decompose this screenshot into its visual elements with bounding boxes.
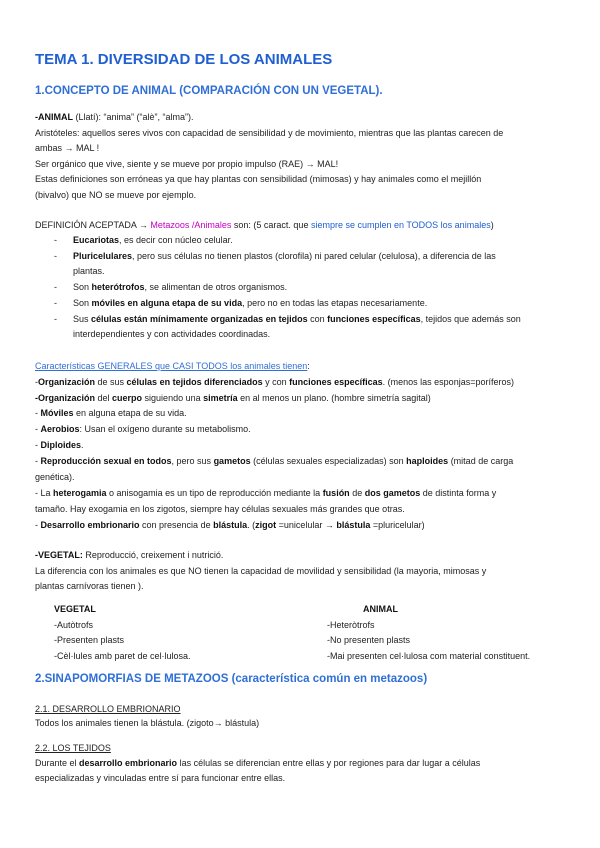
line-text: =unicelular →: [276, 520, 337, 530]
line-bold: haploides: [406, 456, 449, 466]
line-text: en al menos un plano. (hombre simetría sagital): [237, 393, 431, 403]
bullet-dash: -: [54, 251, 57, 261]
line-text: en alguna etapa de su vida.: [73, 408, 187, 418]
definition-mid: son: (5 caract. que: [231, 220, 311, 230]
line-text: de: [349, 488, 365, 498]
vegetal-row: -Presenten plasts: [54, 635, 125, 645]
general-line-5: [35, 438, 84, 453]
definition-prefix: DEFINICIÓN ACEPTADA →: [35, 220, 151, 230]
line-bold: -Organización: [35, 393, 96, 403]
line-bold: desarrollo embrionario: [79, 758, 178, 768]
vegetal-definition: [35, 548, 223, 563]
line-bold: cuerpo: [112, 393, 143, 403]
line-bold: dos gametos: [364, 488, 421, 498]
line-bold: Desarrollo embrionario: [40, 520, 140, 530]
general-characteristics-heading: [35, 359, 310, 374]
line-text: -: [35, 377, 38, 387]
animal-row: -Heteròtrofs: [327, 620, 375, 630]
bullet-text: , pero sus células no tienen plastos (clorofila) ni pared celular (celulosa), a diferencia de las: [132, 251, 496, 261]
line-text: siguiendo una: [142, 393, 204, 403]
bullet-dash: -: [54, 235, 57, 245]
vegetal-row: -Autòtrofs: [54, 620, 94, 630]
list-item: [73, 312, 521, 327]
bullet-continuation: interdependientes y con actividades coordinadas.: [73, 329, 271, 339]
bullet-text: , pero no en todas las etapas necesariamente.: [242, 298, 428, 308]
line-text: -: [35, 456, 41, 466]
line-text: y con: [262, 377, 290, 387]
line-text: de distinta forma y: [420, 488, 497, 498]
line-text: - La: [35, 488, 54, 498]
line-text: (mitad de carga: [448, 456, 514, 466]
line-text: .: [81, 440, 84, 450]
subsection-2-2-text: [35, 756, 480, 771]
line-bold: Organización: [38, 377, 96, 387]
general-line-6-cont: genética).: [35, 472, 75, 482]
bullet-dash: -: [54, 298, 57, 308]
line-text: =pluricelular): [370, 520, 425, 530]
bullet-bold: heterótrofos: [91, 282, 145, 292]
bullet-continuation: plantas.: [73, 266, 105, 276]
animal-etymology: (Llatí): “anima” (“alè”, “alma”).: [73, 112, 194, 122]
subsection-2-1-text: Todos los animales tienen la blástula. (zigoto→ blástula): [35, 718, 260, 728]
line-bold: heterogamia: [53, 488, 107, 498]
line-text: o anisogamia es un tipo de reproducción mediante la: [106, 488, 323, 498]
vegetal-diff-2: plantas carnívoras tienen ).: [35, 581, 144, 591]
line-bold: Aerobios: [40, 424, 80, 434]
general-line-2: [35, 391, 431, 406]
animal-row: -Mai presenten cel·lulosa com material constituent.: [327, 651, 531, 661]
list-item: [73, 296, 427, 311]
bullet-bold: Pluricelulares: [73, 251, 133, 261]
line-text: , pero sus: [171, 456, 214, 466]
line-bold: simetría: [203, 393, 238, 403]
line-bold: gametos: [213, 456, 251, 466]
line-text: -: [35, 440, 41, 450]
general-line-3: [35, 406, 187, 421]
line-text: las células se diferencian entre ellas y por regiones para dar lugar a células: [177, 758, 481, 768]
line-text: : Usan el oxígeno durante su metabolismo.: [79, 424, 251, 434]
subsection-2-2-cont: especializadas y vinculadas entre sí para funcionar entre ellas.: [35, 773, 286, 783]
line-bold: Reproducción sexual en todos: [40, 456, 172, 466]
line-bold: Móviles: [40, 408, 74, 418]
vegetal-row: -Cèl·lules amb paret de cel·lulosa.: [54, 651, 191, 661]
general-line-7-cont: tamaño. Hay exogamia en los zigotos, siempre hay células sexuales más grandes que otras.: [35, 504, 405, 514]
bullet-text: con: [307, 314, 328, 324]
document-title: TEMA 1. DIVERSIDAD DE LOS ANIMALES: [35, 51, 333, 68]
general-line-7: [35, 486, 496, 501]
vegetal-header-text: VEGETAL: [54, 604, 96, 614]
bullet-bold: móviles en alguna etapa de su vida: [91, 298, 243, 308]
line-text: de sus: [95, 377, 127, 387]
line-bold: blástula: [213, 520, 248, 530]
erroneas-line-1: Estas definiciones son erróneas ya que hay plantas con sensibilidad (mimosas) y hay animales como el mejillón: [35, 174, 482, 184]
list-item: [73, 233, 233, 248]
subsection-2-1-heading: 2.1. DESARROLLO EMBRIONARIO: [35, 704, 181, 714]
subsection-2-2-heading: 2.2. LOS TEJIDOS: [35, 743, 111, 753]
line-bold: zigot: [255, 520, 277, 530]
line-text: (células sexuales especializadas) son: [250, 456, 407, 466]
colon: :: [307, 361, 310, 371]
line-text: Durante el: [35, 758, 80, 768]
rae-definition: Ser orgánico que vive, siente y se mueve por propio impulso (RAE) → MAL!: [35, 159, 339, 169]
line-text: con presencia de: [139, 520, 214, 530]
section2-heading: 2.SINAPOMORFIAS DE METAZOOS (característica común en metazoos): [35, 673, 428, 685]
aristoteles-line-1: Aristóteles: aquellos seres vivos con capacidad de sensibilidad y de movimiento, mientras que las plantas carecen de: [35, 128, 504, 138]
vegetal-term: -VEGETAL:: [35, 550, 83, 560]
aristoteles-line-2: ambas → MAL !: [35, 143, 100, 153]
line-text: -: [35, 408, 41, 418]
bullet-text: Sus: [73, 314, 92, 324]
section1-heading: 1.CONCEPTO DE ANIMAL (COMPARACIÓN CON UN VEGETAL).: [35, 85, 383, 97]
general-line-4: [35, 422, 251, 437]
bullet-bold: funciones específicas: [327, 314, 421, 324]
bullet-text: , tejidos que además son: [420, 314, 521, 324]
line-bold: fusión: [322, 488, 350, 498]
animal-column-header: [363, 602, 398, 617]
bullet-text: , se alimentan de otros organismos.: [144, 282, 288, 292]
erroneas-line-2: (bivalvo) que NO se mueve por ejemplo.: [35, 190, 197, 200]
vegetal-diff-1: La diferencia con los animales es que NO tienen la capacidad de movilidad y sensibilidad (la mayoria, mimosas y: [35, 566, 487, 576]
accepted-definition: [35, 218, 494, 233]
vegetal-column-header: [54, 602, 96, 617]
line-text: . (menos las esponjas=poríferos): [382, 377, 514, 387]
animal-definition-line: [35, 110, 194, 125]
line-bold: Diploides: [40, 440, 82, 450]
line-text: . (: [247, 520, 256, 530]
bullet-dash: -: [54, 314, 57, 324]
animal-header-text: ANIMAL: [363, 604, 398, 614]
bullet-text: Son: [73, 282, 92, 292]
bullet-text: Son: [73, 298, 92, 308]
bullet-text: , es decir con núcleo celular.: [119, 235, 233, 245]
bullet-bold: Eucariotas: [73, 235, 120, 245]
line-bold: funciones específicas: [289, 377, 383, 387]
vegetal-def: Reproducció, creixement i nutrició.: [82, 550, 224, 560]
list-item: [73, 280, 287, 295]
list-item: [73, 249, 496, 264]
metazoos-term: Metazoos /Animales: [150, 220, 232, 230]
bullet-dash: -: [54, 282, 57, 292]
line-text: -: [35, 520, 41, 530]
definition-end: ): [490, 220, 494, 230]
general-line-1: [35, 375, 514, 390]
bullet-bold: células están mínimamente organizadas en tejidos: [91, 314, 308, 324]
line-text: -: [35, 424, 41, 434]
line-bold: células en tejidos diferenciados: [126, 377, 263, 387]
animal-row: -No presenten plasts: [327, 635, 411, 645]
line-text: del: [95, 393, 113, 403]
always-fulfilled-text: siempre se cumplen en TODOS los animales: [310, 220, 491, 230]
general-line-8: [35, 518, 425, 533]
line-bold: blástula: [336, 520, 371, 530]
animal-term: -ANIMAL: [35, 112, 73, 122]
general-line-6: [35, 454, 513, 469]
general-characteristics-link[interactable]: Características GENERALES que CASI TODOS los animales tienen: [35, 361, 308, 371]
